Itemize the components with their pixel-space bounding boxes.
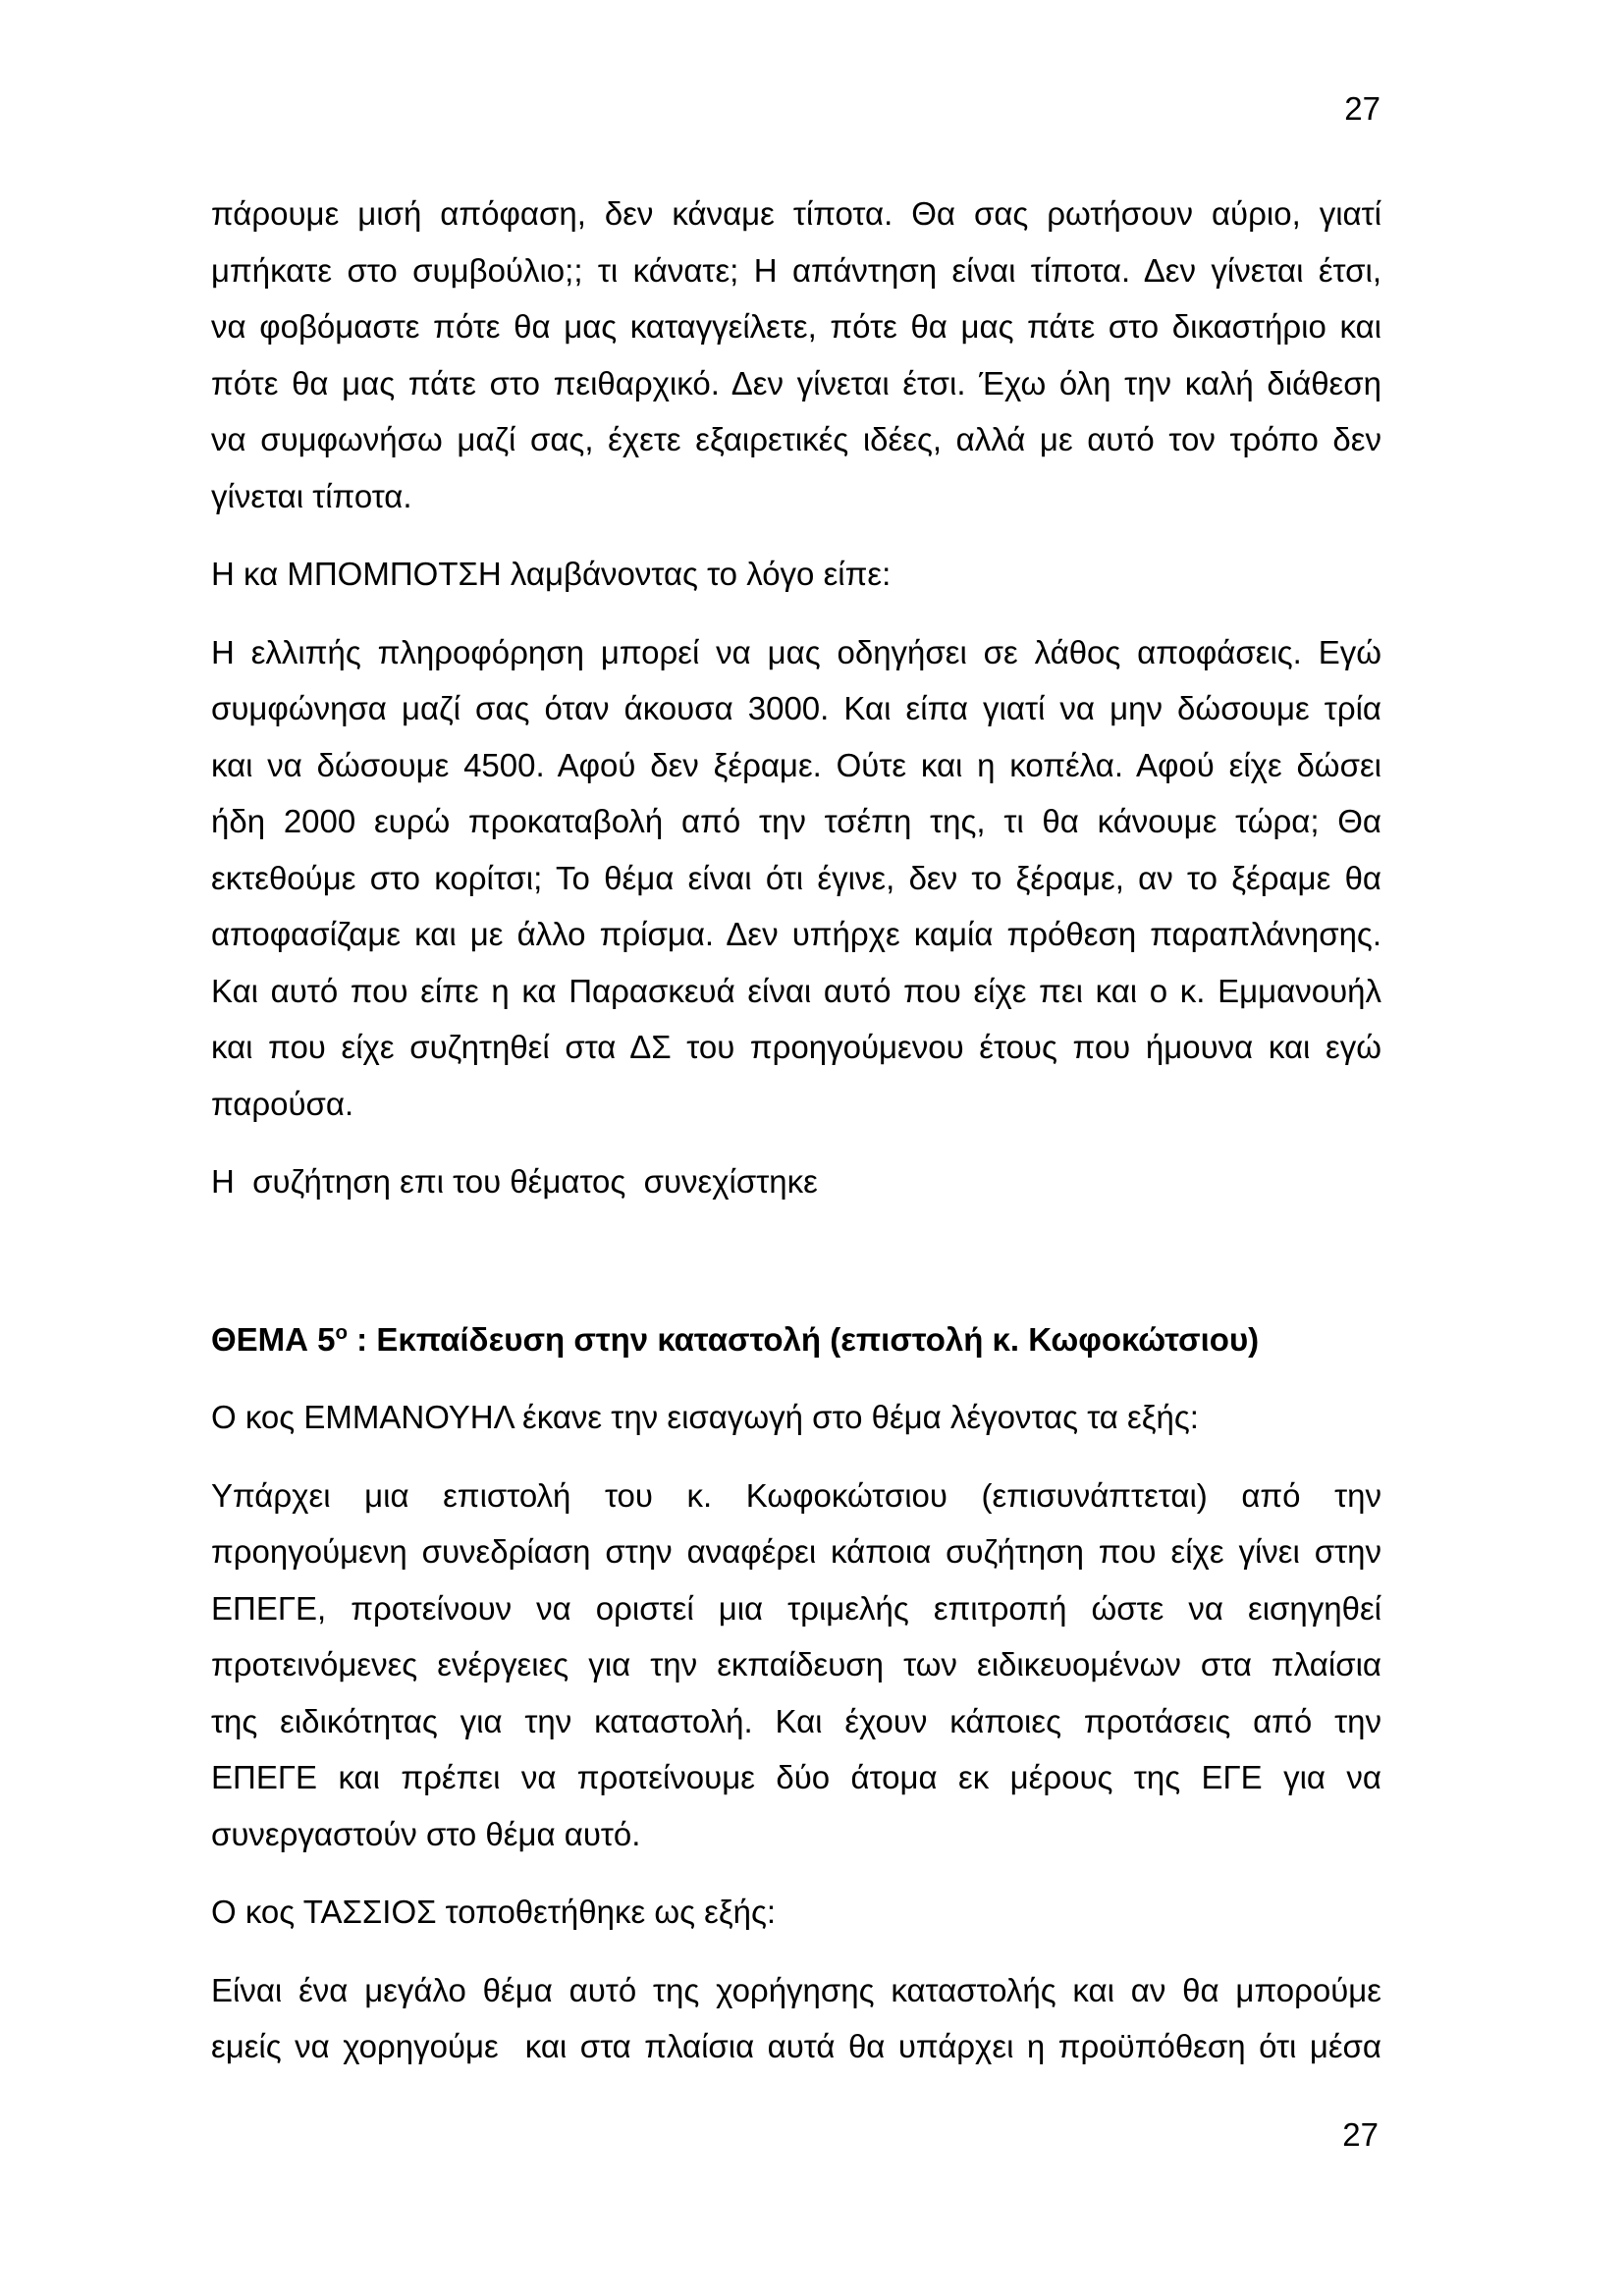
text-line: αποφασίζαμε και με άλλο πρίσμα. Δεν υπήρχε καμία πρόθεση παραπλάνησης. bbox=[211, 916, 1381, 952]
text-line: πάρουμε μισή απόφαση, δεν κάναμε τίποτα. Θα σας ρωτήσουν αύριο, γιατί bbox=[211, 195, 1381, 232]
paragraph-discussion-continued bbox=[211, 1153, 1381, 1210]
text-line: να συμφωνήσω μαζί σας, έχετε εξαιρετικές ιδέες, αλλά με αυτό τον τρόπο δεν bbox=[211, 421, 1381, 457]
text-line bbox=[211, 1311, 1381, 1368]
text-line: συμφώνησα μαζί σας όταν άκουσα 3000. Και είπα γιατί να μην δώσουμε τρία bbox=[211, 690, 1381, 726]
text-line: Ο κος ΕΜΜΑΝΟΥΗΛ έκανε την εισαγωγή στο θέμα λέγοντας τα εξής: bbox=[211, 1399, 1199, 1435]
paragraph-emmanouil-speech bbox=[211, 1468, 1381, 1863]
topic-heading bbox=[211, 1311, 1381, 1368]
heading-superscript: ο bbox=[335, 1320, 349, 1344]
page-number-header: 27 bbox=[1344, 90, 1380, 127]
paragraph-speaker-tassios bbox=[211, 1884, 1381, 1941]
page-number-footer: 27 bbox=[1342, 2116, 1379, 2153]
text-line: της ειδικότητας για την καταστολή. Και έχουν κάποιες προτάσεις από την bbox=[211, 1702, 1381, 1739]
heading-text: ΘΕΜΑ 5 bbox=[211, 1320, 336, 1358]
paragraph-bompotsi-speech bbox=[211, 624, 1381, 1133]
text-line: πότε θα μας πάτε στο πειθαρχικό. Δεν γίνεται έτσι. Έχω όλη την καλή διάθεση bbox=[211, 364, 1381, 401]
text-line: εμείς να χορηγούμε και στα πλαίσια αυτά θα υπάρχει η προϋπόθεση ότι μέσα bbox=[211, 2028, 1381, 2064]
text-line: Ο κος ΤΑΣΣΙΟΣ τοποθετήθηκε ως εξής: bbox=[211, 1894, 777, 1930]
paragraph-tassios-speech bbox=[211, 1962, 1381, 2075]
text-line: Είναι ένα μεγάλο θέμα αυτό της χορήγησης καταστολής και αν θα μπορούμε bbox=[211, 1971, 1381, 2008]
text-line: εκτεθούμε στο κορίτσι; Το θέμα είναι ότι έγινε, δεν το ξέραμε, αν το ξέραμε θα bbox=[211, 859, 1381, 896]
text-line: ΕΠΕΓΕ, προτείνουν να οριστεί μια τριμελής επιτροπή ώστε να εισηγηθεί bbox=[211, 1589, 1381, 1627]
text-line: γίνεται τίποτα. bbox=[211, 477, 412, 514]
heading-text: : Εκπαίδευση στην καταστολή (επιστολή κ. Κωφοκώτσιου) bbox=[348, 1320, 1260, 1358]
paragraph-speech-continuation bbox=[211, 186, 1381, 524]
text-line: παρούσα. bbox=[211, 1085, 354, 1122]
text-line: Η ελλιπής πληροφόρηση μπορεί να μας οδηγήσει σε λάθος αποφάσεις. Εγώ bbox=[211, 633, 1381, 670]
text-line: ΕΠΕΓΕ και πρέπει να προτείνουμε δύο άτομα εκ μέρους της ΕΓΕ για να bbox=[211, 1759, 1381, 1795]
text-line: συνεργαστούν στο θέμα αυτό. bbox=[211, 1815, 641, 1852]
text-line: Και αυτό που είπε η κα Παρασκευά είναι αυτό που είχε πει και ο κ. Εμμανουήλ bbox=[211, 972, 1381, 1009]
text-line: να φοβόμαστε πότε θα μας καταγγείλετε, πότε θα μας πάτε στο δικαστήριο και bbox=[211, 308, 1381, 345]
paragraph-speaker-bompotsi bbox=[211, 546, 1381, 603]
text-line: και που είχε συζητηθεί στα ΔΣ του προηγούμενου έτους που ήμουνα και εγώ bbox=[211, 1029, 1381, 1065]
text-line: μπήκατε στο συμβούλιο;; τι κάνατε; Η απάντηση είναι τίποτα. Δεν γίνεται έτσι, bbox=[211, 251, 1381, 289]
text-line: Υπάρχει μια επιστολή του κ. Κωφοκώτσιου (επισυνάπτεται) από την bbox=[211, 1476, 1381, 1514]
text-line: προηγούμενη συνεδρίαση στην αναφέρει κάποια συζήτηση που είχε γίνει στην bbox=[211, 1533, 1381, 1570]
document-text-flow bbox=[211, 186, 1381, 2097]
text-line: Η κα ΜΠΟΜΠΟΤΣΗ λαμβάνοντας το λόγο είπε: bbox=[211, 556, 892, 592]
text-line: ήδη 2000 ευρώ προκαταβολή από την τσέπη της, τι θα κάνουμε τώρα; Θα bbox=[211, 803, 1381, 839]
paragraph-speaker-emmanouil bbox=[211, 1389, 1381, 1446]
text-line: προτεινόμενες ενέργειες για την εκπαίδευση των ειδικευομένων στα πλαίσια bbox=[211, 1646, 1381, 1682]
text-line: Η συζήτηση επι του θέματος συνεχίστηκε bbox=[211, 1163, 818, 1200]
text-line: και να δώσουμε 4500. Αφού δεν ξέραμε. Ούτε και η κοπέλα. Αφού είχε δώσει bbox=[211, 746, 1381, 783]
